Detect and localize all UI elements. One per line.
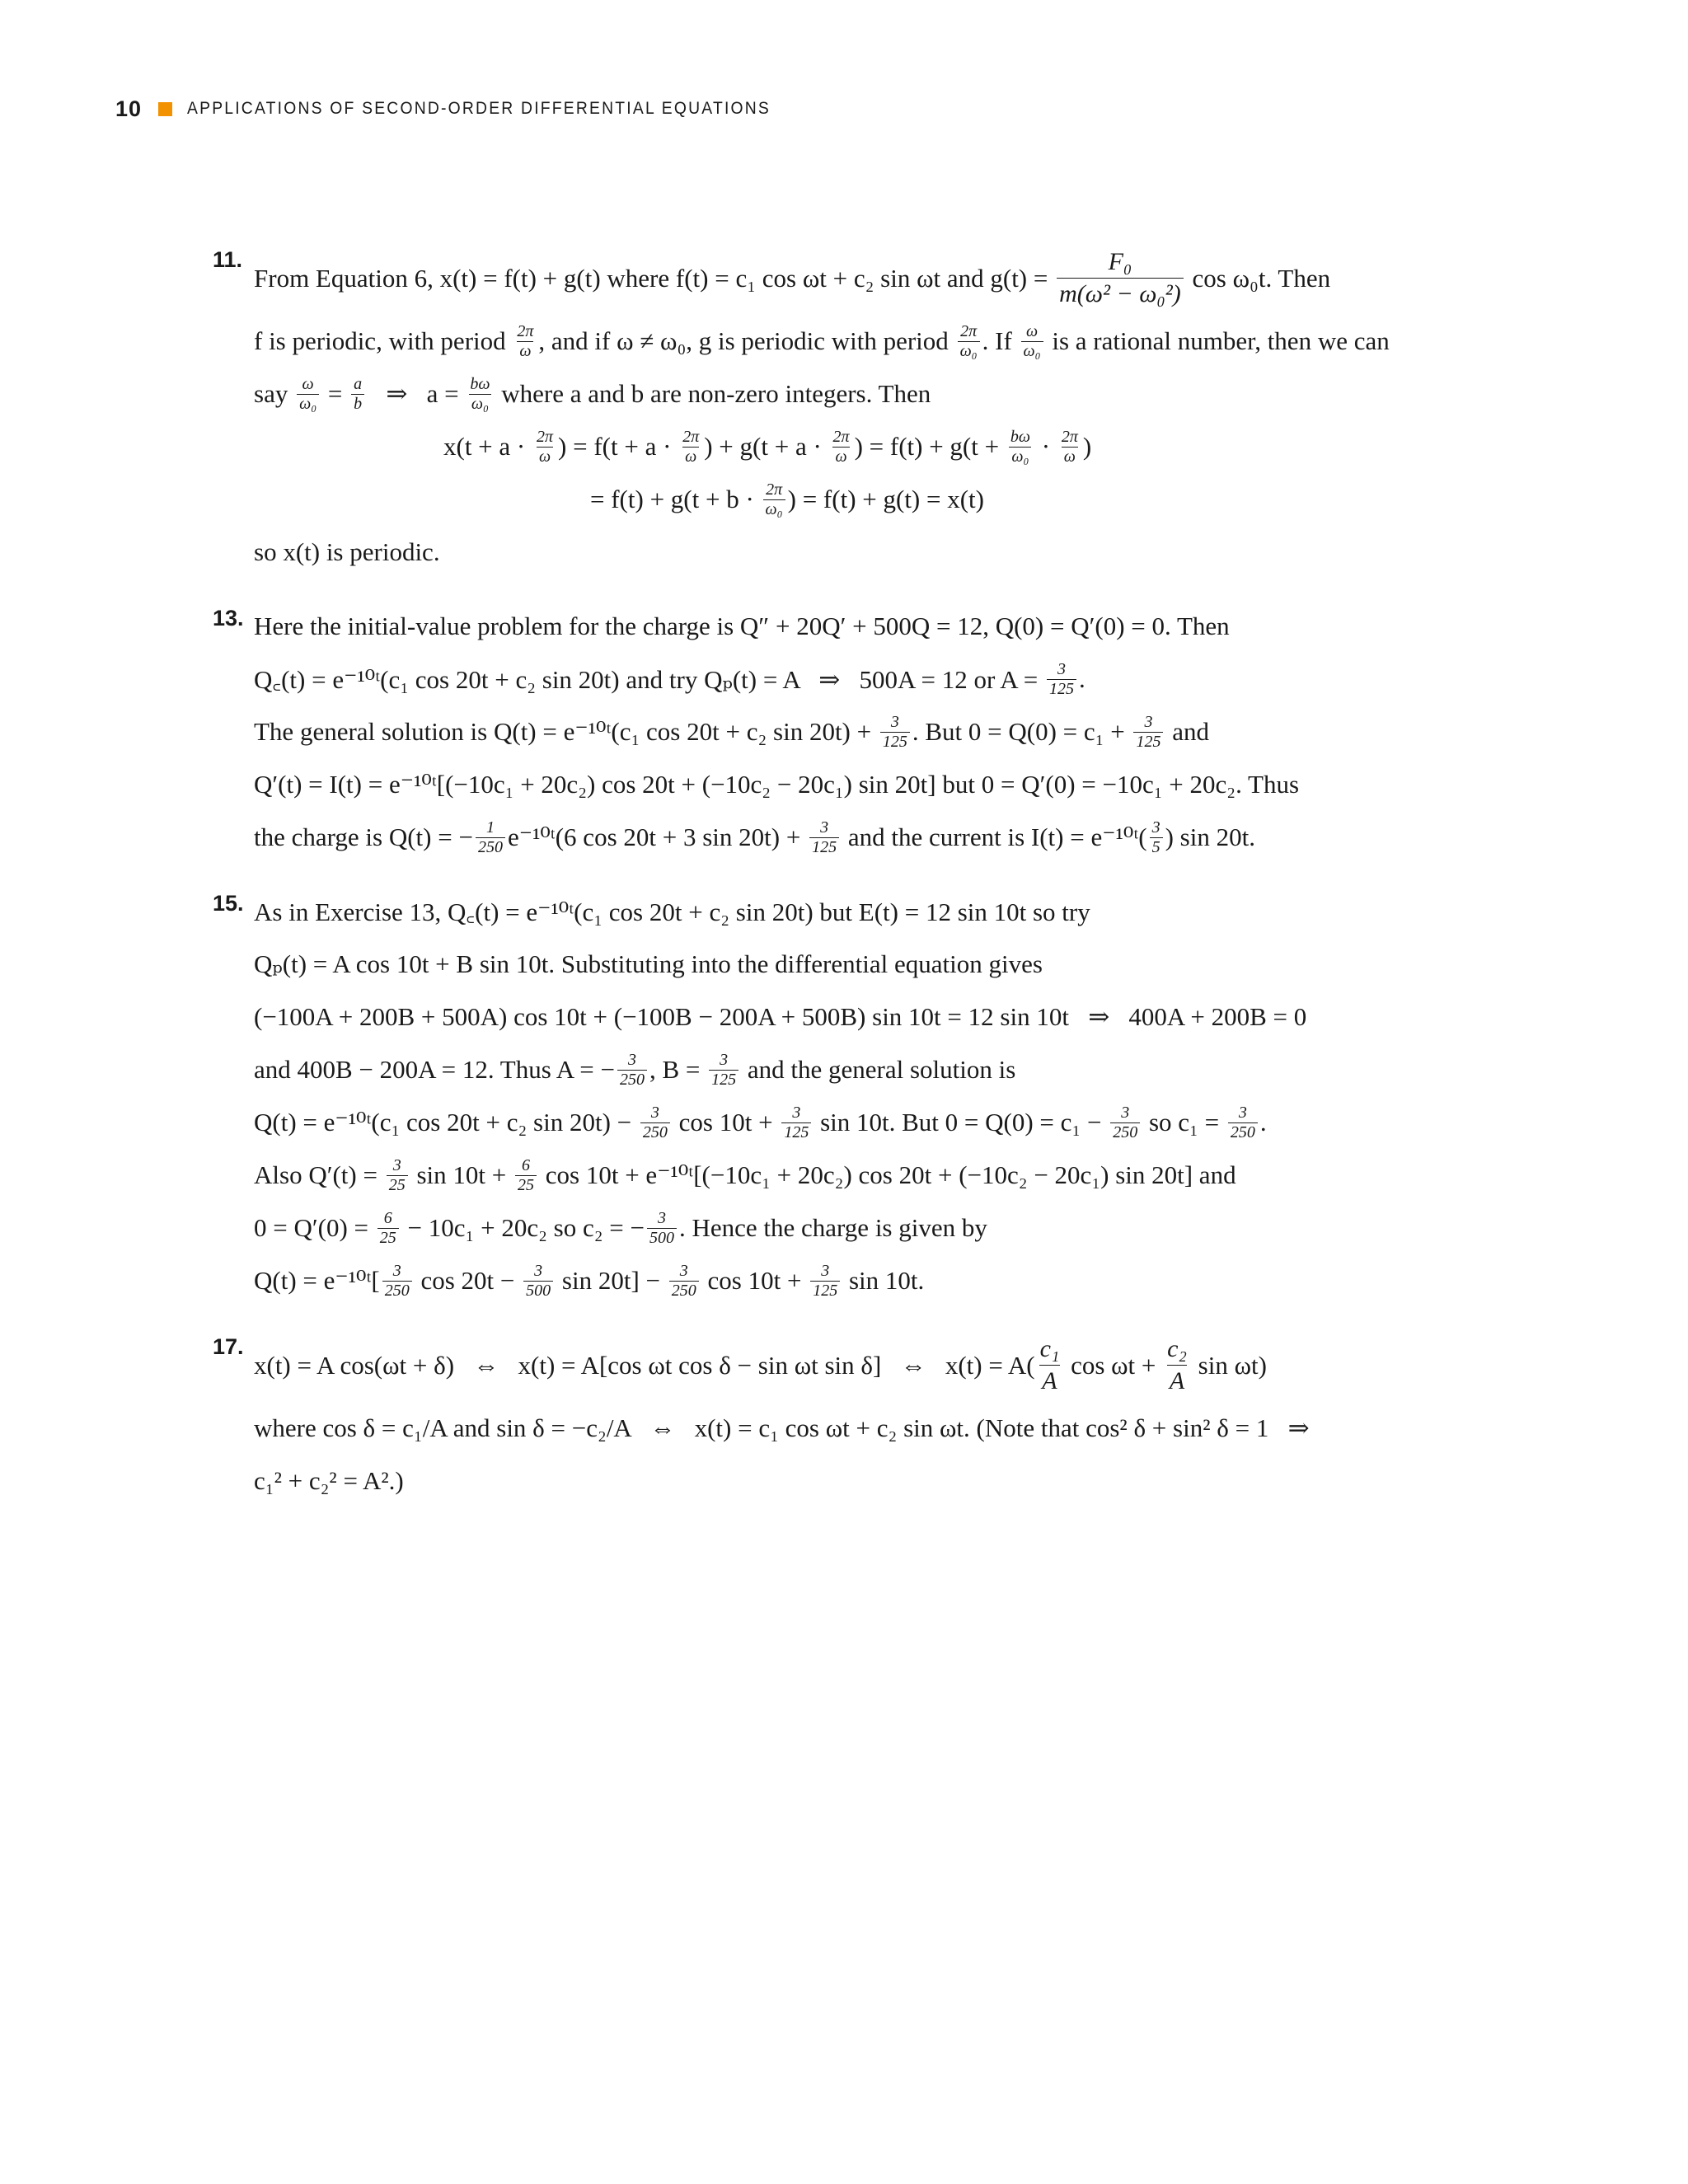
running-header (115, 92, 822, 125)
fraction (1150, 819, 1163, 856)
exercise-body (254, 606, 1408, 858)
fraction (534, 429, 556, 466)
text-run: the charge is Q(t) = − (254, 823, 473, 851)
fraction (958, 323, 980, 360)
fraction-denominator: ω₀ (958, 341, 980, 360)
fraction-denominator: 250 (617, 1070, 647, 1089)
text-run: cos 10t + (672, 1108, 780, 1137)
text-run: sin 10t. (842, 1266, 925, 1295)
fraction (467, 376, 492, 413)
fraction-numerator: 3 (820, 818, 829, 837)
text-run: ) = f(t) + g(t + (854, 432, 1006, 461)
fraction-denominator: b (351, 394, 364, 413)
text-run: c₁² + c₂² = A².) (254, 1466, 404, 1495)
text-line (254, 996, 1408, 1038)
fraction-denominator: 250 (640, 1122, 670, 1141)
fraction (1038, 1334, 1062, 1396)
fraction-numerator: 3 (392, 1155, 401, 1174)
fraction-numerator: 3 (1057, 659, 1066, 678)
fraction-denominator: ω₀ (763, 499, 785, 518)
fraction-numerator: bω (470, 374, 490, 393)
fraction (514, 323, 536, 360)
text-run: − 10c₁ + 20c₂ so c₂ = − (401, 1213, 645, 1242)
text-line (254, 1260, 1408, 1301)
exercise-body (254, 891, 1408, 1301)
fraction (1008, 429, 1033, 466)
text-run: From Equation 6, x(t) = f(t) + g(t) where f(t) = c₁ cos ωt + c₂ sin ωt and g(t) = (254, 263, 1055, 293)
fraction-denominator: ω (537, 447, 553, 466)
exercise-11 (213, 247, 1408, 573)
text-run: cos 10t + e⁻¹⁰ᵗ[(−10c₁ + 20c₂) cos 20t + (−10c₂ − 20c₁) sin 20t] and (539, 1160, 1236, 1189)
text-line (254, 532, 1408, 573)
fraction-numerator: 2π (517, 321, 534, 340)
text-run: Q(t) = e⁻¹⁰ᵗ(c₁ cos 20t + c₂ sin 20t) − (254, 1108, 638, 1137)
fraction (382, 1263, 412, 1300)
fraction (387, 1157, 408, 1194)
fraction (523, 1263, 553, 1300)
exercise-body (254, 1334, 1408, 1502)
fraction-numerator: 2π (766, 480, 783, 499)
display-equation (443, 426, 1408, 467)
fraction-denominator: 25 (515, 1175, 537, 1194)
text-line (254, 247, 1408, 309)
fraction-numerator: 3 (792, 1103, 801, 1122)
fraction-denominator: ω (517, 341, 533, 360)
text-line (254, 817, 1408, 858)
fraction-denominator: 125 (781, 1122, 811, 1141)
fraction-numerator: 6 (522, 1155, 531, 1174)
text-run: sin 20t] − (556, 1266, 667, 1295)
text-run: Qₚ(t) = A cos 10t + B sin 10t. Substituting into the differential equation gives (254, 949, 1043, 978)
text-line (254, 1207, 1408, 1249)
text-run: and the current is I(t) = e⁻¹⁰ᵗ( (842, 823, 1147, 851)
fraction-numerator: c₂ (1167, 1335, 1187, 1362)
fraction (781, 1104, 811, 1141)
text-run: (−100A + 200B + 500A) cos 10t + (−100B − 200A + 500B) sin 10t = 12 sin 10t ⇒ 400A + 200B = 0 (254, 1002, 1307, 1031)
fraction (515, 1157, 537, 1194)
text-run: · (1034, 432, 1057, 461)
text-run: sin ωt) (1191, 1350, 1267, 1380)
fraction-numerator: 2π (832, 427, 850, 446)
fraction (763, 481, 785, 518)
exercise-15 (213, 891, 1408, 1301)
fraction-denominator: ω₀ (1009, 447, 1031, 466)
fraction-numerator: 1 (485, 818, 495, 837)
text-run: . Hence the charge is given by (678, 1213, 987, 1242)
text-run: cos 20t − (414, 1266, 522, 1295)
text-run: and (1165, 717, 1209, 746)
text-run: and the general solution is (741, 1055, 1016, 1084)
text-run: where cos δ = c₁/A and sin δ = −c₂/A ⇔ x(t) = c₁ cos ωt + c₂ sin ωt. (Note that cos² δ + sin² δ = 1 ⇒ (254, 1413, 1310, 1442)
text-run: ) = f(t + a · (558, 432, 678, 461)
fraction (1165, 1334, 1189, 1396)
text-run: cos 10t + (701, 1266, 809, 1295)
text-run: is a rational number, then we can (1045, 326, 1390, 355)
fraction (617, 1052, 647, 1089)
fraction-denominator: ω₀ (1021, 341, 1043, 360)
fraction-denominator: ω (832, 447, 849, 466)
fraction-denominator: 25 (387, 1175, 408, 1194)
fraction-denominator: 250 (1110, 1122, 1140, 1141)
text-run: = f(t) + g(t + b · (590, 485, 761, 513)
fraction (709, 1052, 738, 1089)
text-run: so x(t) is periodic. (254, 537, 440, 566)
fraction-numerator: 6 (383, 1208, 392, 1227)
fraction-denominator: 25 (377, 1228, 399, 1247)
text-run: x(t) = A cos(ωt + δ) ⇔ x(t) = A[cos ωt cos δ − sin ωt sin δ] ⇔ x(t) = A( (254, 1350, 1035, 1380)
text-run: e⁻¹⁰ᵗ(6 cos 20t + 3 sin 20t) + (507, 823, 808, 851)
fraction-denominator: 250 (476, 837, 505, 856)
fraction-numerator: 3 (650, 1103, 659, 1122)
fraction-numerator: 2π (960, 321, 978, 340)
text-run: ) = f(t) + g(t) = x(t) (787, 485, 984, 513)
text-run: Q′(t) = I(t) = e⁻¹⁰ᵗ[(−10c₁ + 20c₂) cos 20t + (−10c₂ − 20c₁) sin 20t] but 0 = Q′(0) = −10c₁ + 20c₂. Thus (254, 770, 1300, 799)
fraction (831, 429, 852, 466)
fraction-numerator: bω (1010, 427, 1030, 446)
fraction (1228, 1104, 1258, 1141)
fraction-denominator: 250 (382, 1281, 412, 1300)
fraction (1110, 1104, 1140, 1141)
fraction-numerator: 3 (679, 1261, 688, 1280)
fraction-numerator: 3 (534, 1261, 543, 1280)
text-line (254, 1155, 1408, 1196)
fraction-denominator: m(ω² − ω₀²) (1057, 278, 1184, 309)
fraction (810, 1263, 840, 1300)
text-line (254, 1049, 1408, 1090)
fraction-denominator: 125 (809, 837, 839, 856)
fraction-numerator: 3 (1121, 1103, 1130, 1122)
text-run: Also Q′(t) = (254, 1160, 384, 1189)
fraction-denominator: 125 (880, 732, 910, 751)
solutions-content (213, 247, 1408, 1535)
text-line (254, 1408, 1408, 1449)
fraction-numerator: 3 (720, 1050, 729, 1069)
text-run: say (254, 379, 295, 408)
text-run: Q(t) = e⁻¹⁰ᵗ[ (254, 1266, 380, 1295)
exercise-body (254, 247, 1408, 573)
fraction-numerator: a (354, 374, 363, 393)
text-line (254, 1334, 1408, 1396)
fraction (377, 1210, 399, 1247)
fraction (647, 1210, 677, 1247)
text-run: so c₁ = (1142, 1108, 1226, 1137)
text-run: cos ωt + (1064, 1350, 1163, 1380)
text-line (254, 944, 1408, 985)
fraction-numerator: 3 (890, 712, 899, 731)
text-run: ⇒ a = (367, 379, 466, 408)
fraction-numerator: 3 (1151, 818, 1160, 837)
text-run: , B = (649, 1055, 707, 1084)
fraction (1057, 247, 1184, 309)
text-run: . (1078, 664, 1085, 693)
fraction-numerator: ω (302, 374, 314, 393)
text-run: ) (1082, 432, 1092, 461)
fraction-numerator: F₀ (1108, 248, 1132, 275)
text-run: and 400B − 200A = 12. Thus A = − (254, 1055, 615, 1084)
fraction (1059, 429, 1081, 466)
exercise-17 (213, 1334, 1408, 1502)
fraction-denominator: 125 (709, 1070, 738, 1089)
fraction-numerator: 3 (657, 1208, 666, 1227)
text-run: ) + g(t + a · (704, 432, 828, 461)
text-run: where a and b are non-zero integers. Then (495, 379, 931, 408)
text-run: As in Exercise 13, Q꜀(t) = e⁻¹⁰ᵗ(c₁ cos 20t + c₂ sin 20t) but E(t) = 12 sin 10t so try (254, 898, 1090, 926)
text-line (254, 321, 1408, 362)
fraction (1021, 323, 1043, 360)
fraction-denominator: 500 (647, 1228, 677, 1247)
fraction-denominator: 250 (669, 1281, 699, 1300)
exercise-number: 13. (213, 606, 244, 630)
text-run: sin 10t + (410, 1160, 513, 1189)
exercise-number: 17. (213, 1334, 244, 1359)
fraction-denominator: 125 (1047, 679, 1076, 698)
fraction-denominator: A (1039, 1365, 1059, 1396)
display-equation (590, 479, 1408, 520)
fraction (669, 1263, 699, 1300)
text-run: Q꜀(t) = e⁻¹⁰ᵗ(c₁ cos 20t + c₂ sin 20t) and try Qₚ(t) = A ⇒ 500A = 12 or A = (254, 665, 1044, 694)
fraction (476, 819, 505, 856)
fraction-numerator: 3 (392, 1261, 401, 1280)
fraction (1047, 661, 1076, 698)
fraction-numerator: 3 (1144, 712, 1153, 731)
fraction-numerator: 2π (537, 427, 554, 446)
fraction-denominator: 500 (523, 1281, 553, 1300)
fraction (880, 714, 910, 751)
fraction-numerator: ω (1026, 321, 1039, 340)
text-run: . But 0 = Q(0) = c₁ + (912, 717, 1132, 746)
fraction-denominator: ω₀ (297, 394, 319, 413)
fraction-denominator: 125 (810, 1281, 840, 1300)
exercise-number: 15. (213, 891, 244, 916)
fraction-denominator: 5 (1150, 837, 1163, 856)
text-line (254, 606, 1408, 647)
text-line (254, 658, 1408, 700)
fraction-numerator: 3 (627, 1050, 636, 1069)
text-line (254, 1460, 1408, 1502)
text-line (254, 764, 1408, 805)
text-run: . If (982, 326, 1019, 355)
text-run: Here the initial-value problem for the charge is Q″ + 20Q′ + 500Q = 12, Q(0) = Q′(0) = 0. Then (254, 612, 1230, 640)
orange-square-icon (158, 102, 172, 116)
fraction-denominator: ω₀ (469, 394, 491, 413)
text-run: . (1259, 1108, 1267, 1137)
fraction-numerator: c₁ (1039, 1335, 1060, 1362)
text-run: sin 10t. But 0 = Q(0) = c₁ − (814, 1108, 1109, 1137)
text-line (254, 711, 1408, 752)
text-run: = (321, 379, 349, 408)
fraction-numerator: 2π (682, 427, 700, 446)
fraction-numerator: 3 (1238, 1103, 1247, 1122)
fraction (351, 376, 364, 413)
fraction-numerator: 2π (1061, 427, 1078, 446)
text-line (254, 373, 1408, 415)
exercise-number: 11. (213, 247, 243, 272)
text-run: ) sin 20t. (1165, 823, 1255, 851)
text-run: f is periodic, with period (254, 326, 513, 355)
text-run: , and if ω ≠ ω₀, g is periodic with period (538, 326, 955, 355)
fraction (640, 1104, 670, 1141)
text-run: 0 = Q′(0) = (254, 1213, 375, 1242)
fraction-denominator: ω (1062, 447, 1078, 466)
page-number: 10 (115, 96, 143, 121)
exercise-13 (213, 606, 1408, 858)
text-run: x(t + a · (443, 432, 532, 461)
fraction-denominator: ω (682, 447, 699, 466)
fraction (809, 819, 839, 856)
fraction-denominator: 125 (1133, 732, 1163, 751)
fraction (680, 429, 701, 466)
fraction (1133, 714, 1163, 751)
fraction-denominator: 250 (1228, 1122, 1258, 1141)
text-run: cos ω₀t. Then (1185, 263, 1331, 293)
fraction (297, 376, 319, 413)
text-line (254, 1102, 1408, 1143)
fraction-denominator: A (1167, 1365, 1187, 1396)
text-line (254, 891, 1408, 932)
text-run: The general solution is Q(t) = e⁻¹⁰ᵗ(c₁ cos 20t + c₂ sin 20t) + (254, 717, 878, 746)
fraction-numerator: 3 (821, 1261, 830, 1280)
running-title: APPLICATIONS OF SECOND-ORDER DIFFERENTIAL EQUATIONS (187, 99, 771, 118)
